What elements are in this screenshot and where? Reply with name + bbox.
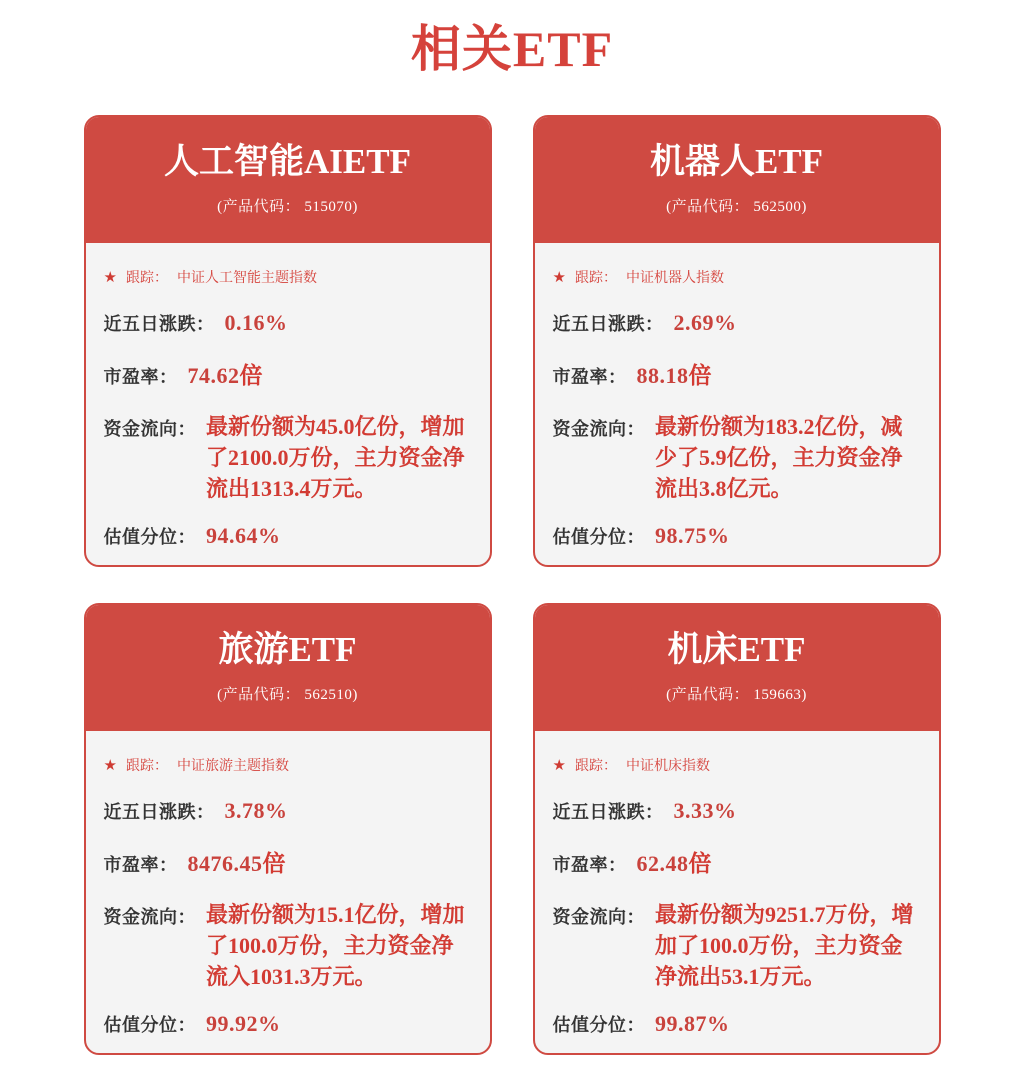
pe-label: 市盈率： [103, 367, 178, 387]
valuation-value: 94.64% [206, 523, 281, 548]
flow-row [553, 899, 921, 992]
card-product-code: (产品代码： 562500) [666, 199, 807, 215]
track-index-name: 中证机床指数 [625, 757, 710, 773]
etf-cards-grid [84, 115, 941, 1055]
star-icon: ★ [103, 268, 117, 286]
card-product-code: (产品代码： 562510) [217, 687, 358, 703]
valuation-value: 99.87% [655, 1011, 730, 1036]
flow-label: 资金流向： [103, 907, 196, 927]
pe-value: 62.48 [636, 851, 689, 876]
pe-value: 88.18 [636, 363, 689, 388]
pe-unit: 倍 [688, 362, 712, 388]
flow-row [104, 411, 472, 504]
change5d-label: 近五日涨跌： [103, 802, 215, 822]
card-title: 旅游ETF [218, 630, 357, 669]
change5d-row [553, 310, 921, 336]
track-index-name: 中证旅游主题指数 [176, 757, 289, 773]
card-header [86, 117, 490, 243]
valuation-row [104, 1011, 472, 1037]
flow-row [104, 899, 472, 992]
flow-label: 资金流向： [103, 419, 196, 439]
flow-text: 最新份额为45.0亿份，增加了2100.0万份，主力资金净流出1313.4万元。 [206, 414, 465, 501]
valuation-value: 99.92% [206, 1011, 281, 1036]
pe-row [553, 845, 921, 878]
valuation-label: 估值分位： [552, 527, 645, 547]
card-product-code: (产品代码： 159663) [666, 687, 807, 703]
flow-text: 最新份额为9251.7万份，增加了100.0万份，主力资金净流出53.1万元。 [655, 902, 914, 989]
pe-unit: 倍 [262, 850, 286, 876]
pe-row [104, 845, 472, 878]
pe-label: 市盈率： [552, 855, 627, 875]
change5d-value: 3.33% [673, 798, 737, 823]
flow-row [553, 411, 921, 504]
star-icon: ★ [103, 756, 117, 774]
change5d-value: 3.78% [224, 798, 288, 823]
pe-label: 市盈率： [103, 855, 178, 875]
star-icon: ★ [552, 756, 566, 774]
change5d-value: 0.16% [224, 310, 288, 335]
valuation-label: 估值分位： [103, 527, 196, 547]
card-title: 人工智能AIETF [164, 142, 411, 181]
etf-card-robot [533, 115, 941, 567]
track-label: 跟踪： [125, 269, 168, 285]
valuation-label: 估值分位： [103, 1015, 196, 1035]
pe-label: 市盈率： [552, 367, 627, 387]
valuation-row [553, 1011, 921, 1037]
track-label: 跟踪： [574, 269, 617, 285]
track-index-name: 中证人工智能主题指数 [176, 269, 317, 285]
pe-value: 74.62 [187, 363, 240, 388]
change5d-row [104, 310, 472, 336]
track-row [104, 755, 472, 775]
valuation-label: 估值分位： [552, 1015, 645, 1035]
change5d-label: 近五日涨跌： [103, 314, 215, 334]
track-label: 跟踪： [125, 757, 168, 773]
pe-unit: 倍 [688, 850, 712, 876]
change5d-label: 近五日涨跌： [552, 314, 664, 334]
valuation-row [104, 523, 472, 549]
change5d-label: 近五日涨跌： [552, 802, 664, 822]
etf-card-ai [84, 115, 492, 567]
change5d-row [104, 798, 472, 824]
card-header [535, 605, 939, 731]
flow-label: 资金流向： [552, 907, 645, 927]
track-row [104, 267, 472, 287]
card-title: 机器人ETF [649, 142, 824, 181]
flow-text: 最新份额为183.2亿份，减少了5.9亿份，主力资金净流出3.8亿元。 [655, 414, 903, 501]
etf-card-tourism [84, 603, 492, 1055]
track-row [553, 755, 921, 775]
card-product-code: (产品代码： 515070) [217, 199, 358, 215]
change5d-value: 2.69% [673, 310, 737, 335]
card-body [86, 243, 490, 549]
card-body [86, 731, 490, 1037]
etf-card-machine-tool [533, 603, 941, 1055]
pe-row [553, 357, 921, 390]
change5d-row [553, 798, 921, 824]
track-row [553, 267, 921, 287]
flow-label: 资金流向： [552, 419, 645, 439]
card-header [535, 117, 939, 243]
valuation-row [553, 523, 921, 549]
card-body [535, 243, 939, 549]
track-label: 跟踪： [574, 757, 617, 773]
card-title: 机床ETF [667, 630, 806, 669]
page-title: 相关ETF [410, 21, 614, 77]
card-body [535, 731, 939, 1037]
card-header [86, 605, 490, 731]
pe-row [104, 357, 472, 390]
valuation-value: 98.75% [655, 523, 730, 548]
pe-value: 8476.45 [187, 851, 263, 876]
pe-unit: 倍 [239, 362, 263, 388]
track-index-name: 中证机器人指数 [625, 269, 724, 285]
flow-text: 最新份额为15.1亿份，增加了100.0万份，主力资金净流入1031.3万元。 [206, 902, 465, 989]
star-icon: ★ [552, 268, 566, 286]
